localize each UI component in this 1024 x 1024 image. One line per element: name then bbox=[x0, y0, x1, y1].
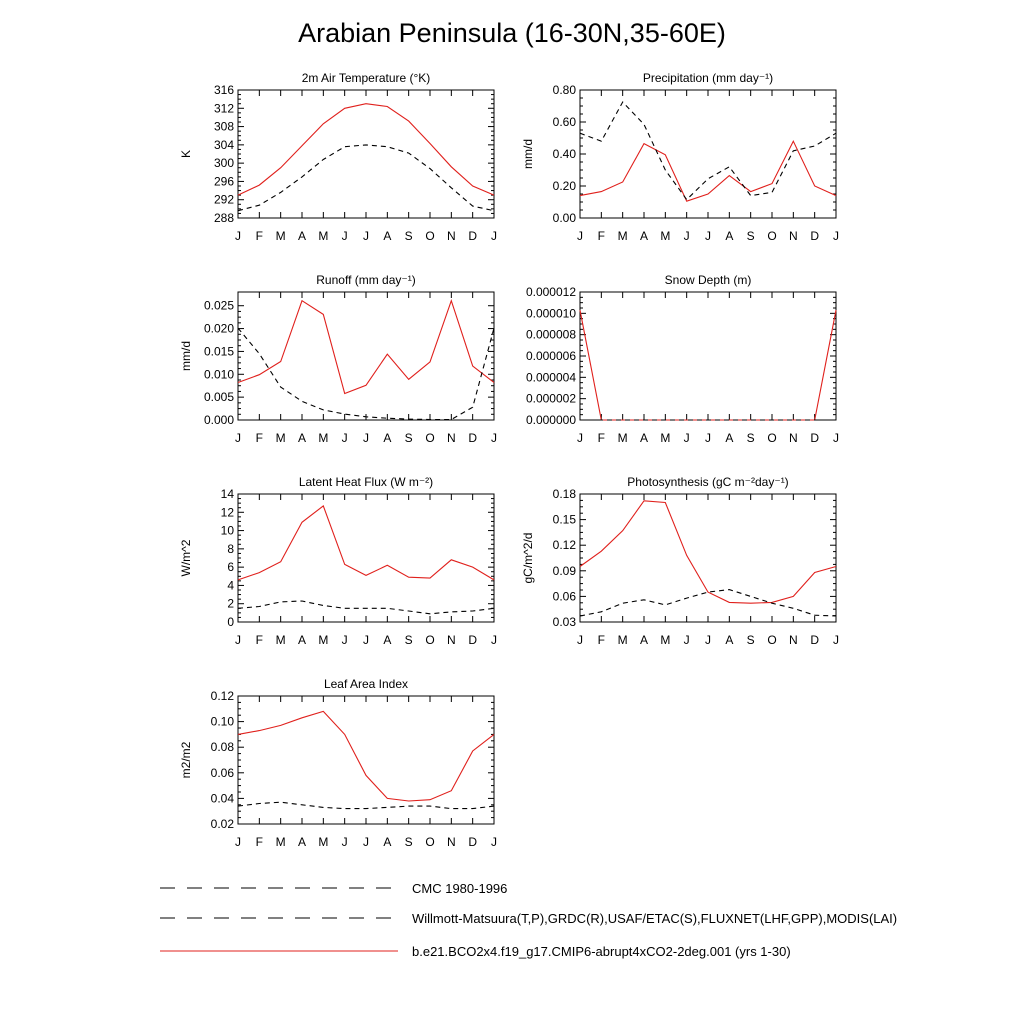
y-tick-label: 0.025 bbox=[203, 298, 234, 313]
x-tick-label: N bbox=[788, 431, 798, 445]
x-tick-label: M bbox=[275, 835, 286, 849]
x-tick-label: S bbox=[746, 229, 755, 243]
x-tick-label: O bbox=[425, 633, 435, 647]
x-tick-label: F bbox=[597, 431, 606, 445]
x-tick-label: J bbox=[577, 229, 583, 243]
x-tick-label: J bbox=[705, 431, 711, 445]
y-tick-label: 0.18 bbox=[552, 487, 576, 501]
y-tick-label: 0.08 bbox=[210, 740, 234, 755]
x-tick-label: J bbox=[341, 835, 348, 849]
x-tick-label: M bbox=[617, 229, 628, 243]
panel-title: Leaf Area Index bbox=[323, 677, 409, 691]
y-tick-label: 0.015 bbox=[203, 344, 234, 359]
x-tick-label: S bbox=[404, 835, 413, 849]
obs-series-line bbox=[238, 328, 494, 419]
x-tick-label: O bbox=[767, 229, 777, 243]
y-axis-label: mm/d bbox=[521, 139, 535, 169]
model-series-line bbox=[238, 711, 494, 801]
legend-label: b.e21.BCO2x4.f19_g17.CMIP6-abrupt4xCO2-2deg.001 (yrs 1-30) bbox=[412, 944, 791, 959]
x-tick-label: D bbox=[810, 633, 820, 647]
y-tick-label: 0.60 bbox=[552, 115, 576, 129]
y-tick-label: 0.06 bbox=[210, 765, 234, 780]
x-tick-label: A bbox=[639, 431, 649, 445]
legend-item-1 bbox=[160, 881, 507, 896]
x-tick-label: O bbox=[425, 229, 435, 243]
x-tick-label: D bbox=[468, 431, 478, 445]
panel-title: Photosynthesis (gC m⁻²day⁻¹) bbox=[627, 475, 789, 489]
plot-frame bbox=[580, 90, 836, 218]
x-tick-label: M bbox=[660, 633, 671, 647]
y-tick-label: 0.09 bbox=[552, 563, 576, 578]
y-tick-label: 0.000008 bbox=[525, 327, 576, 342]
y-tick-label: 0.12 bbox=[210, 689, 234, 703]
x-tick-label: A bbox=[383, 633, 392, 647]
y-tick-label: 6 bbox=[227, 560, 234, 575]
x-tick-label: J bbox=[705, 229, 711, 243]
x-tick-label: J bbox=[491, 229, 497, 243]
x-tick-label: J bbox=[363, 229, 369, 243]
model-series-line bbox=[580, 310, 836, 420]
panel-5 bbox=[179, 475, 497, 647]
y-tick-label: 0.12 bbox=[552, 538, 576, 553]
y-tick-label: 0 bbox=[227, 615, 234, 629]
panel-7 bbox=[179, 677, 497, 849]
x-tick-label: S bbox=[404, 633, 413, 647]
x-tick-label: J bbox=[363, 431, 369, 445]
plot-frame bbox=[580, 494, 836, 622]
x-tick-label: J bbox=[235, 229, 241, 243]
x-tick-label: M bbox=[660, 431, 671, 445]
x-tick-label: J bbox=[833, 431, 839, 445]
x-tick-label: A bbox=[297, 835, 307, 849]
x-tick-label: J bbox=[363, 835, 369, 849]
plot-frame bbox=[580, 292, 836, 420]
x-tick-label: J bbox=[705, 633, 711, 647]
y-tick-label: 300 bbox=[213, 156, 234, 171]
x-tick-label: J bbox=[577, 633, 583, 647]
x-tick-label: S bbox=[746, 633, 755, 647]
y-tick-label: 14 bbox=[220, 487, 234, 501]
y-axis-label: K bbox=[179, 149, 193, 159]
y-tick-label: 12 bbox=[220, 505, 234, 520]
legend-item-2 bbox=[160, 911, 897, 926]
x-tick-label: J bbox=[683, 229, 690, 243]
obs-series-line bbox=[238, 802, 494, 808]
x-tick-label: S bbox=[746, 431, 755, 445]
x-tick-label: D bbox=[810, 229, 820, 243]
x-tick-label: A bbox=[725, 229, 734, 243]
panel-title: Runoff (mm day⁻¹) bbox=[316, 273, 416, 287]
x-tick-label: A bbox=[297, 229, 307, 243]
y-tick-label: 316 bbox=[213, 83, 234, 97]
x-tick-label: J bbox=[833, 229, 839, 243]
x-tick-label: N bbox=[446, 431, 456, 445]
y-tick-label: 0.80 bbox=[552, 83, 576, 97]
panel-title: 2m Air Temperature (°K) bbox=[301, 71, 431, 85]
y-tick-label: 0.000002 bbox=[525, 391, 576, 406]
x-tick-label: N bbox=[788, 633, 798, 647]
x-tick-label: F bbox=[255, 835, 264, 849]
x-tick-label: M bbox=[275, 431, 286, 445]
x-tick-label: A bbox=[725, 431, 734, 445]
y-tick-label: 0.000012 bbox=[525, 285, 576, 299]
y-tick-label: 0.000006 bbox=[525, 349, 576, 363]
x-tick-label: J bbox=[491, 633, 497, 647]
y-tick-label: 0.02 bbox=[210, 817, 234, 831]
obs-series-line bbox=[238, 601, 494, 614]
y-tick-label: 0.10 bbox=[210, 714, 234, 729]
x-tick-label: J bbox=[235, 633, 241, 647]
x-tick-label: A bbox=[297, 633, 307, 647]
panel-title: Precipitation (mm day⁻¹) bbox=[642, 71, 774, 85]
x-tick-label: O bbox=[767, 633, 777, 647]
figure-title: Arabian Peninsula (16-30N,35-60E) bbox=[298, 18, 726, 48]
y-tick-label: 0.04 bbox=[210, 791, 234, 806]
plot-frame bbox=[238, 696, 494, 824]
y-tick-label: 0.010 bbox=[203, 367, 234, 382]
y-tick-label: 0.020 bbox=[203, 321, 234, 336]
x-tick-label: J bbox=[683, 431, 690, 445]
model-series-line bbox=[238, 506, 494, 580]
x-tick-label: F bbox=[255, 633, 264, 647]
y-tick-label: 308 bbox=[213, 119, 234, 134]
y-tick-label: 0.000010 bbox=[525, 306, 576, 321]
x-tick-label: A bbox=[383, 431, 392, 445]
x-tick-label: M bbox=[275, 229, 286, 243]
panel-1 bbox=[179, 71, 497, 243]
x-tick-label: S bbox=[404, 229, 413, 243]
y-axis-label: mm/d bbox=[179, 341, 193, 371]
x-tick-label: J bbox=[833, 633, 839, 647]
x-tick-label: M bbox=[617, 633, 628, 647]
panel-3 bbox=[179, 273, 497, 445]
x-tick-label: A bbox=[383, 835, 392, 849]
y-tick-label: 0.15 bbox=[552, 512, 576, 527]
model-series-line bbox=[580, 501, 836, 603]
x-tick-label: J bbox=[341, 229, 348, 243]
y-tick-label: 8 bbox=[227, 541, 234, 556]
x-tick-label: A bbox=[725, 633, 734, 647]
x-tick-label: J bbox=[577, 431, 583, 445]
x-tick-label: M bbox=[275, 633, 286, 647]
y-tick-label: 0.40 bbox=[552, 147, 576, 161]
y-axis-label: W/m^2 bbox=[179, 539, 193, 577]
x-tick-label: O bbox=[425, 835, 435, 849]
x-tick-label: F bbox=[597, 229, 606, 243]
x-tick-label: S bbox=[404, 431, 413, 445]
x-tick-label: N bbox=[446, 633, 456, 647]
y-tick-label: 296 bbox=[213, 174, 234, 189]
panel-4 bbox=[526, 273, 839, 445]
y-tick-label: 312 bbox=[213, 101, 234, 116]
x-tick-label: D bbox=[468, 633, 478, 647]
legend-label: Willmott-Matsuura(T,P),GRDC(R),USAF/ETAC(S),FLUXNET(LHF,GPP),MODIS(LAI) bbox=[412, 911, 898, 926]
x-tick-label: J bbox=[683, 633, 690, 647]
x-tick-label: J bbox=[491, 431, 497, 445]
y-axis-label: gC/m^2/d bbox=[521, 532, 535, 584]
x-tick-label: D bbox=[468, 835, 478, 849]
panel-2 bbox=[521, 71, 839, 243]
x-tick-label: M bbox=[318, 431, 329, 445]
x-tick-label: M bbox=[318, 835, 329, 849]
x-tick-label: J bbox=[341, 431, 348, 445]
y-tick-label: 10 bbox=[220, 523, 234, 538]
y-tick-label: 0.03 bbox=[552, 615, 576, 629]
x-tick-label: J bbox=[235, 431, 241, 445]
x-tick-label: N bbox=[446, 229, 456, 243]
y-tick-label: 288 bbox=[213, 211, 234, 225]
legend-label: CMC 1980-1996 bbox=[412, 881, 508, 896]
x-tick-label: A bbox=[383, 229, 392, 243]
panel-title: Snow Depth (m) bbox=[664, 273, 752, 287]
x-tick-label: F bbox=[597, 633, 606, 647]
x-tick-label: A bbox=[639, 229, 649, 243]
y-tick-label: 0.00 bbox=[552, 211, 576, 225]
y-tick-label: 4 bbox=[227, 578, 234, 593]
obs-series-line bbox=[238, 145, 494, 211]
legend-item-3 bbox=[160, 944, 791, 959]
y-tick-label: 304 bbox=[213, 137, 234, 152]
x-tick-label: J bbox=[341, 633, 348, 647]
x-tick-label: D bbox=[468, 229, 478, 243]
x-tick-label: N bbox=[446, 835, 456, 849]
x-tick-label: J bbox=[363, 633, 369, 647]
panel-title: Latent Heat Flux (W m⁻²) bbox=[298, 475, 434, 489]
x-tick-label: A bbox=[639, 633, 649, 647]
y-tick-label: 0.000004 bbox=[525, 370, 576, 385]
obs-series-line bbox=[580, 590, 836, 616]
plot-frame bbox=[238, 292, 494, 420]
x-tick-label: M bbox=[318, 633, 329, 647]
x-tick-label: N bbox=[788, 229, 798, 243]
panel-6 bbox=[521, 475, 839, 647]
x-tick-label: M bbox=[660, 229, 671, 243]
x-tick-label: F bbox=[255, 229, 264, 243]
x-tick-label: D bbox=[810, 431, 820, 445]
y-tick-label: 0.06 bbox=[552, 589, 576, 604]
y-tick-label: 292 bbox=[213, 192, 234, 207]
x-tick-label: A bbox=[297, 431, 307, 445]
x-tick-label: J bbox=[491, 835, 497, 849]
y-tick-label: 0.20 bbox=[552, 179, 576, 193]
model-series-line bbox=[580, 141, 836, 201]
y-tick-label: 0.000000 bbox=[525, 413, 576, 427]
y-axis-label: m2/m2 bbox=[179, 741, 193, 779]
x-tick-label: M bbox=[617, 431, 628, 445]
x-tick-label: F bbox=[255, 431, 264, 445]
x-tick-label: O bbox=[425, 431, 435, 445]
x-tick-label: J bbox=[235, 835, 241, 849]
model-series-line bbox=[238, 104, 494, 195]
plot-frame bbox=[238, 90, 494, 218]
y-tick-label: 0.005 bbox=[203, 390, 234, 405]
y-tick-label: 2 bbox=[227, 596, 234, 611]
x-tick-label: O bbox=[767, 431, 777, 445]
y-tick-label: 0.000 bbox=[203, 413, 234, 427]
x-tick-label: M bbox=[318, 229, 329, 243]
